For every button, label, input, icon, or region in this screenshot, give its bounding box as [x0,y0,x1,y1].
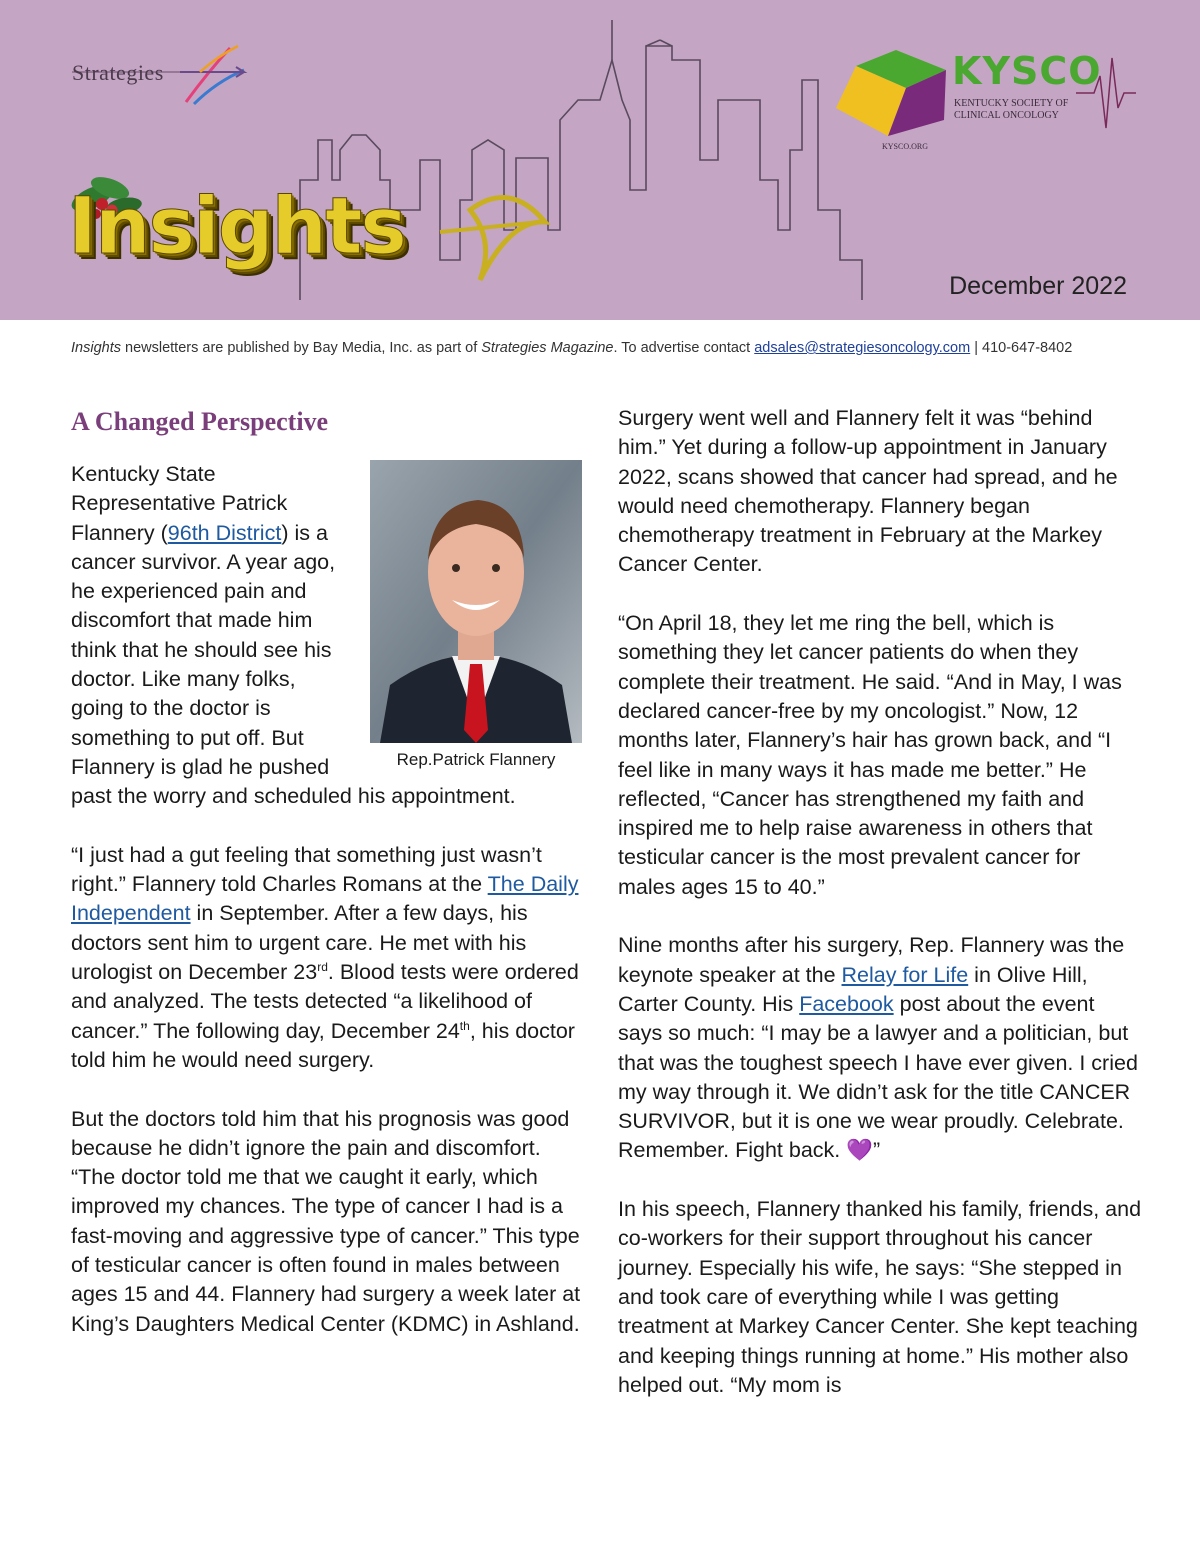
advertise-email-link[interactable]: adsales@strategiesoncology.com [754,340,971,356]
paragraph-2 [71,841,586,1075]
text-run: post about the event says so much: “I may be a lawyer and a politician, but that was the toughest speech I have ever given. I cried my way through it. We didn’t ask for the title CANCER SURVIVOR, but it is one we wear proudly. Celebrate. Remember. Fight back. [618,991,1138,1163]
text-run: ” [873,1138,881,1163]
kysco-subtitle: KENTUCKY SOCIETY OF CLINICAL ONCOLOGY [954,98,1069,121]
text-run: , his doctor told him he would need surgery. [71,1018,575,1072]
relay-for-life-link[interactable]: Relay for Life [841,962,969,987]
publisher-text: newsletters are published by Bay Media, Inc. as part of [120,340,482,356]
strategies-logo-text: Strategies [72,60,164,85]
kysco-url: KYSCO.ORG [882,142,929,151]
publisher-line [71,340,1151,356]
article-column-left [71,404,586,1368]
text-run: . Blood tests were ordered and analyzed. The tests detected “a likelihood of cancer.” The following day, December 24 [71,960,579,1043]
ordinal-suffix: rd [317,959,328,974]
facebook-link[interactable]: Facebook [799,991,894,1016]
insights-logo [40,160,560,310]
strategies-logo [68,42,253,112]
magazine-name: Strategies Magazine [481,340,614,356]
article-title: A Changed Perspective [71,407,329,436]
photo-caption: Rep.Patrick Flannery [396,750,556,769]
text-run: ) is a cancer survivor. A year ago, he experienced pain and discomfort that made him think that he should see his doctor. Like many folks, going to the doctor is something to put off. But Flannery is glad he pushed past the worry and scheduled his appointment. [71,520,516,809]
portrait-photo [370,460,582,743]
publisher-text: . To advertise contact [613,340,755,356]
purple-heart-icon: 💜 [846,1138,874,1163]
kysco-logo-text: KYSCO [952,49,1102,93]
text-run: Kentucky State Representative Patrick Flannery ( [71,462,288,545]
paragraph-3: But the doctors told him that his prognosis was good because he didn’t ignore the pain and discomfort. “The doctor told me that we caught it early, which improved my chances. The type of cancer I had is a fast-moving and aggressive type of cancer.” This type of testicular cancer is often found in males between ages 15 and 44. Flannery had surgery a week later at King’s Daughters Medical Center (KDMC) in Ashland. [71,1106,581,1336]
photo-figure [370,460,582,771]
96th-district-link[interactable]: 96th District [167,520,282,545]
article-column-right [618,404,1143,1429]
ordinal-suffix: th [459,1018,470,1033]
paragraph-6 [618,931,1143,1165]
text-run: “I just had a gut feeling that something just wasn’t right.” Flannery told Charles Romans at the [71,842,542,897]
paragraph-4: Surgery went well and Flannery felt it was “behind him.” Yet during a follow-up appointment in January 2022, scans showed that cancer had spread, and he would need chemotherapy. Flannery began chemotherapy treatment in February at the Markey Cancer Center. [618,406,1118,577]
insights-logo-text: Insights [68,182,405,272]
issue-date: December 2022 [949,272,1127,300]
text-run: Nine months after his surgery, Rep. Flannery was the keynote speaker at the [618,933,1125,987]
publisher-phone: | 410-647-8402 [970,340,1073,356]
header-banner [0,0,1200,320]
text-run: in Olive Hill, Carter County. His [618,962,1088,1016]
text-run: in September. After a few days, his doctors sent him to urgent care. He met with his urologist on December 23 [71,901,528,985]
paragraph-7: In his speech, Flannery thanked his family, friends, and co-workers for their support throughout his cancer journey. Especially his wife, he says: “She stepped in and took care of everything while I was getting treatment at Markey Cancer Center. She kept teaching and keeping things running at home.” His mother also helped out. “My mom is [618,1197,1142,1397]
daily-independent-link[interactable]: The Daily Independent [71,872,579,926]
kysco-logo [836,48,1146,158]
paragraph-5: “On April 18, they let me ring the bell, which is something they let cancer patients do when they complete their treatment. He said. “And in May, I was declared cancer-free by my oncologist.” Now, 12 months later, Flannery’s hair has grown back, and “I feel like in many ways it has made me better.” He reflected, “Cancer has strengthened my faith and inspired me to help raise awareness in others that testicular cancer is the most prevalent cancer for males ages 15 to 40.” [618,611,1122,899]
insights-word: Insights [71,340,121,356]
